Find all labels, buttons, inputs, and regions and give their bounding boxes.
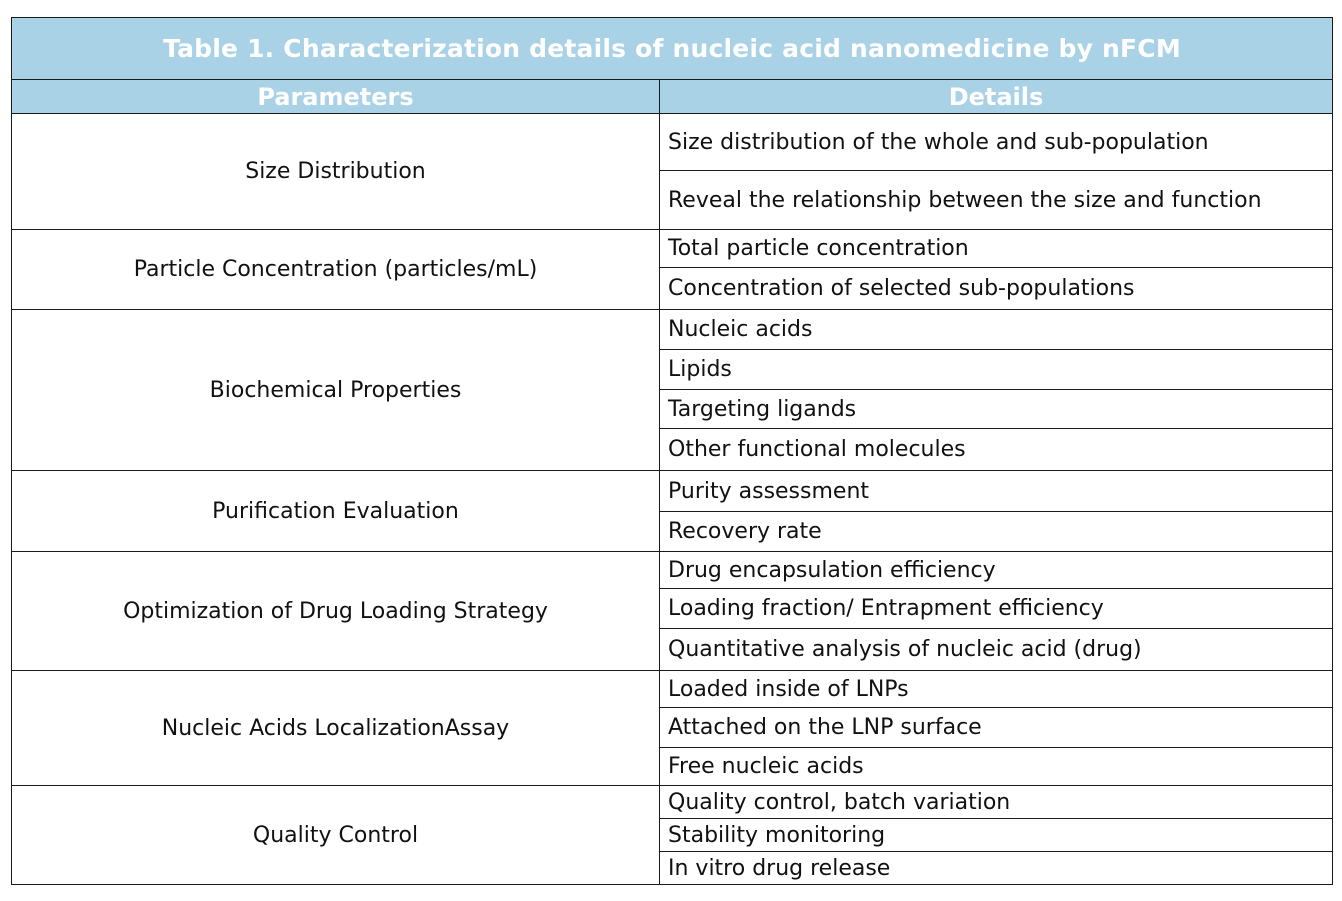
parameter-cell: Biochemical Properties bbox=[12, 310, 660, 471]
detail-cell: Reveal the relationship between the size and function bbox=[660, 171, 1333, 230]
detail-cell: Size distribution of the whole and sub-population bbox=[660, 114, 1333, 171]
table-row bbox=[12, 471, 1333, 512]
parameter-cell: Size Distribution bbox=[12, 114, 660, 230]
table-title: Table 1. Characterization details of nucleic acid nanomedicine by nFCM bbox=[12, 18, 1333, 80]
parameter-cell: Quality Control bbox=[12, 786, 660, 885]
detail-cell: Recovery rate bbox=[660, 512, 1333, 552]
table-row bbox=[12, 310, 1333, 350]
detail-cell: Purity assessment bbox=[660, 471, 1333, 512]
detail-cell: Loading fraction/ Entrapment efficiency bbox=[660, 589, 1333, 629]
detail-cell: Other functional molecules bbox=[660, 429, 1333, 471]
detail-cell: Nucleic acids bbox=[660, 310, 1333, 350]
table-row bbox=[12, 114, 1333, 171]
detail-cell: Loaded inside of LNPs bbox=[660, 671, 1333, 708]
detail-cell: Quality control, batch variation bbox=[660, 786, 1333, 819]
table-row bbox=[12, 671, 1333, 708]
table-body bbox=[12, 114, 1333, 885]
column-header-parameters: Parameters bbox=[12, 80, 660, 114]
table-row bbox=[12, 230, 1333, 268]
detail-cell: Stability monitoring bbox=[660, 819, 1333, 852]
detail-cell: Targeting ligands bbox=[660, 390, 1333, 429]
detail-cell: In vitro drug release bbox=[660, 852, 1333, 885]
parameter-cell: Optimization of Drug Loading Strategy bbox=[12, 552, 660, 671]
detail-cell: Drug encapsulation efficiency bbox=[660, 552, 1333, 589]
parameter-cell: Purification Evaluation bbox=[12, 471, 660, 552]
detail-cell: Attached on the LNP surface bbox=[660, 708, 1333, 748]
detail-cell: Free nucleic acids bbox=[660, 748, 1333, 786]
detail-cell: Quantitative analysis of nucleic acid (drug) bbox=[660, 629, 1333, 671]
detail-cell: Lipids bbox=[660, 350, 1333, 390]
detail-cell: Concentration of selected sub-populations bbox=[660, 268, 1333, 310]
parameter-cell: Particle Concentration (particles/mL) bbox=[12, 230, 660, 310]
characterization-table bbox=[11, 17, 1333, 885]
column-header-details: Details bbox=[660, 80, 1333, 114]
table-row bbox=[12, 786, 1333, 819]
table-row bbox=[12, 552, 1333, 589]
detail-cell: Total particle concentration bbox=[660, 230, 1333, 268]
parameter-cell: Nucleic Acids LocalizationAssay bbox=[12, 671, 660, 786]
